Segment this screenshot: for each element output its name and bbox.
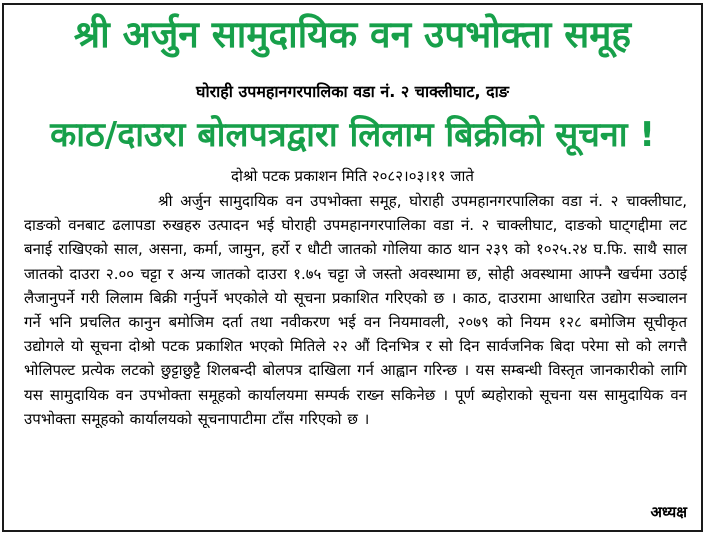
- notice-frame: [2, 3, 703, 532]
- organization-title: श्री अर्जुन सामुदायिक वन उपभोक्ता समूह: [73, 13, 632, 56]
- publication-date: दोश्रो पटक प्रकाशन मिति २०८२।०३।११ जाते: [231, 167, 474, 185]
- signature-chairperson: अध्यक्ष: [650, 503, 687, 521]
- notice-title: काठ/दाउरा बोलपत्रद्वारा लिलाम बिक्रीको सूचना !: [50, 115, 655, 155]
- notice-body: श्री अर्जुन सामुदायिक वन उपभोक्ता समूह, घोराही उपमहानगरपालिका वडा नं. २ चाक्लीघाट, दाङको वनबाट ढलापडा रुखहरु उत्पादन भई घोराही उपमहानगरपालिका वडा नं. २ चाक्लीघाट, दाङको घाट्गद्दीमा लट बनाई राखिएको साल, असना, कर्मा, जामुन, हर्रो र धौटी जातको गोलिया काठ थान २३९ को १०२५.२४ घ.फि. साथै साल जातको दाउरा २.०० चट्टा र अन्य जातको दाउरा १.७५ चट्टा जे जस्तो अवस्थामा छ, सोही अवस्थामा आफ्नै खर्चमा उठाई लैजानुपर्ने गरी लिलाम बिक्री गर्नुपर्ने भएकोले यो सूचना प्रकाशित गरिएको छ । काठ, दाउरामा आधारित उद्योग सञ्चालन गर्ने भनि प्रचलित कानुन बमोजिम दर्ता तथा नवीकरण भई वन नियमावली, २०७९ को नियम १२८ बमोजिम सूचीकृत उद्योगले यो सूचना दोश्रो पटक प्रकाशित भएको मितिले २२ औं दिनभित्र र सो दिन सार्वजनिक बिदा परेमा सो को लगत्तै भोलिपल्ट प्रत्येक लटको छुट्टाछुट्टै शिलबन्दी बोलपत्र दाखिला गर्न आह्वान गरिन्छ । यस सम्बन्धी विस्तृत जानकारीको लागि यस सामुदायिक वन उपभोक्ता समूहको कार्यालयमा सम्पर्क राख्न सकिनेछ । पूर्ण ब्यहोराको सूचना यस सामुदायिक वन उपभोक्ता समूहको कार्यालयको सूचनापाटीमा टाँस गरिएको छ ।: [24, 192, 688, 428]
- organization-address: घोराही उपमहानगरपालिका वडा नं. २ चाक्लीघाट, दाङ: [196, 82, 509, 101]
